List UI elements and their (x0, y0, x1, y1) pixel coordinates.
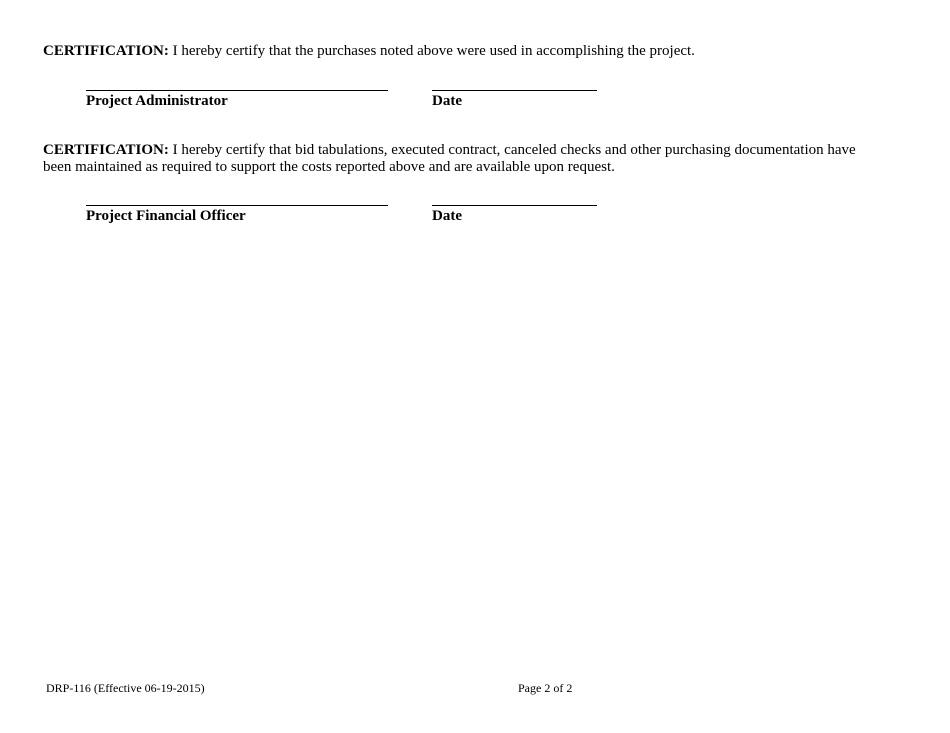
certification-text-1: I hereby certify that the purchases noted above were used in accomplishing the project. (168, 43, 695, 59)
certification-statement-2 (43, 142, 873, 176)
project-administrator-signature-line (86, 90, 388, 91)
project-financial-officer-label: Project Financial Officer (86, 208, 246, 224)
certification-text-2: I hereby certify that bid tabulations, executed contract, canceled checks and other purchasing documentation have been maintained as required to support the costs reported above and are available upon request. (43, 142, 856, 175)
certification-label-1: CERTIFICATION: (43, 43, 169, 59)
project-financial-officer-date-label: Date (432, 208, 462, 224)
project-administrator-date-line (432, 90, 597, 91)
project-financial-officer-signature-line (86, 205, 388, 206)
form-identifier: DRP-116 (Effective 06-19-2015) (46, 681, 205, 695)
certification-label-2: CERTIFICATION: (43, 142, 169, 158)
page-number: Page 2 of 2 (518, 681, 573, 695)
project-financial-officer-date-line (432, 205, 597, 206)
certification-statement-1 (43, 43, 873, 60)
project-administrator-label: Project Administrator (86, 93, 228, 109)
project-administrator-date-label: Date (432, 93, 462, 109)
